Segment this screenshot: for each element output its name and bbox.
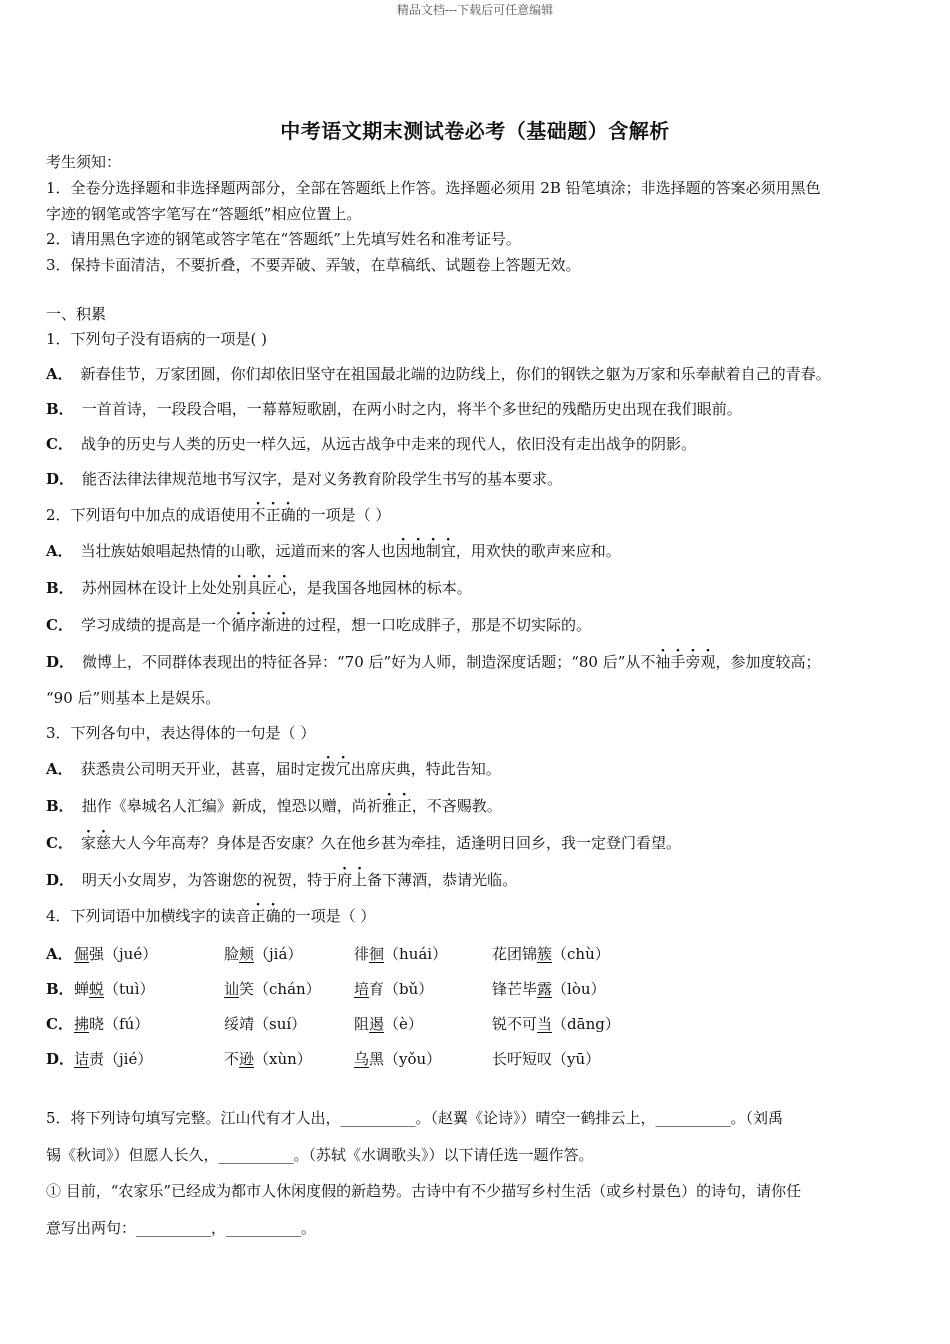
question-3-stem: 3．下列各句中，表达得体的一句是（ ） (46, 724, 316, 742)
emphasis-dot-character: 进 (276, 616, 292, 634)
word-item (74, 1013, 149, 1034)
emphasis-dot-character: 正 (396, 797, 412, 815)
word-text: 长吁短叹（yū） (492, 1050, 601, 1068)
question-2-option-a (46, 541, 910, 561)
option-label: A． (46, 945, 73, 963)
question-2-option-c (46, 615, 910, 635)
dotted-text (231, 616, 291, 634)
question-2-stem (46, 505, 910, 525)
word-item (74, 1048, 152, 1069)
option-label: B． (46, 400, 74, 418)
option-text: 的过程，想一口吃成胖子，那是不切实际的。 (291, 616, 592, 634)
question-1-option-b (46, 399, 910, 419)
option-text: 新春佳节，万家团圆，你们却依旧坚守在祖国最北端的边防线上，你们的钢铁之躯为万家和乐奉献着自己的青春。 (80, 365, 831, 383)
emphasis-dot-character: 慈 (95, 834, 111, 852)
word-item (492, 1013, 620, 1034)
question-4-stem (46, 906, 910, 926)
emphasis-dot-character: 因 (395, 542, 411, 560)
emphasis-dot-character: 观 (700, 653, 716, 671)
option-text: ，用欢快的歌声来应和。 (455, 542, 621, 560)
option-label: C． (46, 616, 73, 634)
underlined-character: 簇 (537, 945, 553, 963)
question-4-option-a (46, 943, 926, 963)
option-text: 能否法律法律规范地书写汉字，是对义务教育阶段学生书写的基本要求。 (82, 470, 563, 488)
emphasis-dot-character: 手 (670, 653, 686, 671)
word-text: 绥靖（suí） (224, 1015, 307, 1033)
word-item (224, 943, 302, 964)
option-text: 明天小女周岁，为答谢您的祝贺，特于 (82, 871, 338, 889)
word-text: （lòu） (552, 980, 606, 998)
emphasis-dot-character: 家 (80, 834, 96, 852)
underlined-character: 倔 (74, 945, 90, 963)
word-item (354, 1013, 423, 1034)
word-item (354, 1048, 441, 1069)
word-item (224, 1048, 312, 1069)
question-2-option-b (46, 578, 910, 598)
underlined-character: 讪 (224, 980, 240, 998)
question-2-option-d (46, 652, 910, 672)
word-text: （chù） (552, 945, 610, 963)
option-text: ，参加度较高； (715, 653, 821, 671)
option-text: 苏州园林在设计上处处 (81, 579, 232, 597)
question-4-option-c (46, 1013, 926, 1033)
question-3-option-a (46, 759, 910, 779)
word-text: （jiá） (254, 945, 303, 963)
word-text: 黑（yǒu） (369, 1050, 442, 1068)
underlined-character: 乌 (354, 1050, 370, 1068)
dotted-text (396, 542, 456, 560)
word-text: （huái） (384, 945, 448, 963)
underlined-character: 露 (537, 980, 553, 998)
word-text: 锋芒毕 (492, 980, 538, 998)
option-text: 出席庆典，特此告知。 (350, 760, 501, 778)
option-label: D． (46, 1050, 75, 1068)
option-text: 当壮族姑娘唱起热情的山歌，远道而来的客人也 (80, 542, 396, 560)
word-text: 徘 (354, 945, 370, 963)
underlined-character: 诘 (74, 1050, 90, 1068)
option-label: B． (46, 980, 74, 998)
underlined-character: 徊 (369, 945, 385, 963)
question-4-option-b (46, 978, 926, 998)
option-label: D． (46, 470, 75, 488)
option-label: B． (46, 797, 74, 815)
notice-item-1a: 1．全卷分选择题和非选择题两部分，全部在答题纸上作答。选择题必须用 2B 铅笔填涂；非选择题的答案必须用黑色 (46, 179, 821, 197)
underlined-character: 培 (354, 980, 370, 998)
word-text: 责（jié） (89, 1050, 153, 1068)
question-5-line-2: 锡《秋词》）但愿人长久，__________。（苏轼《水调歌头》）以下请任选一题作答。 (46, 1146, 594, 1164)
notice-item-3: 3．保持卡面清洁，不要折叠，不要弄破、弄皱，在草稿纸、试题卷上答题无效。 (46, 256, 581, 274)
underlined-character: 逊 (239, 1050, 255, 1068)
emphasis-dot-character: 确 (280, 506, 296, 524)
question-5-line-3: ① 目前，“农家乐”已经成为都市人休闲度假的新趋势。古诗中有不少描写乡村生活（或乡村景色）的诗句，请你任 (46, 1182, 802, 1200)
emphasis-dot-character: 制 (425, 542, 441, 560)
dotted-text (382, 797, 412, 815)
option-text: 一首首诗，一段段合唱，一幕幕短歌剧，在两小时之内，将半个多世纪的残酷历史出现在我们眼前。 (81, 400, 742, 418)
emphasis-dot-character: 序 (245, 616, 261, 634)
emphasis-dot-character: 渐 (261, 616, 277, 634)
word-item (224, 1013, 306, 1034)
emphasis-dot-character: 正 (265, 506, 281, 524)
option-text: 备下薄酒，恭请光临。 (367, 871, 518, 889)
option-label: C． (46, 834, 73, 852)
dotted-text (655, 653, 715, 671)
notice-item-1b: 字迹的钢笔或答字笔写在“答题纸”相应位置上。 (46, 205, 362, 223)
stem-text: 的一项是（ ） (280, 907, 376, 925)
word-text: 蝉 (74, 980, 90, 998)
word-item (354, 943, 447, 964)
question-3-option-d (46, 870, 910, 890)
notice-item-2: 2．请用黑色字迹的钢笔或答字笔在“答题纸”上先填写姓名和准考证号。 (46, 230, 521, 248)
dotted-text (251, 907, 281, 925)
option-text: 获悉贵公司明天开业，甚喜，届时定 (80, 760, 321, 778)
page-title: 中考语文期末测试卷必考（基础题）含解析 (280, 119, 670, 143)
emphasis-dot-character: 拨 (320, 760, 336, 778)
word-text: 育（bǔ） (369, 980, 434, 998)
word-text: 晓（fú） (89, 1015, 150, 1033)
question-1-option-a (46, 364, 910, 384)
dotted-text (251, 506, 296, 524)
stem-text: 4．下列词语中加横线字的读音 (46, 907, 251, 925)
question-5-line-4: 意写出两句：__________，__________。 (46, 1219, 317, 1237)
emphasis-dot-character: 正 (250, 907, 266, 925)
underlined-character: 颊 (239, 945, 255, 963)
emphasis-dot-character: 地 (410, 542, 426, 560)
question-3-option-c (46, 833, 910, 853)
question-4-option-d (46, 1048, 926, 1068)
word-item (74, 978, 155, 999)
word-text: 脸 (224, 945, 240, 963)
option-text: 大人今年高寿？身体是否安康？久在他乡甚为牵挂，适逢明日回乡，我一定登门看望。 (110, 834, 681, 852)
dotted-text (232, 579, 292, 597)
emphasis-dot-character: 心 (276, 579, 292, 597)
emphasis-dot-character: 雅 (381, 797, 397, 815)
word-text: （xùn） (254, 1050, 312, 1068)
question-5-line-1: 5．将下列诗句填写完整。江山代有才人出，__________。（赵翼《论诗》）晴空一鹤排云上，__________。（刘禹 (46, 1109, 784, 1127)
option-text: 微博上，不同群体表现出的特征各异：“70 后”好为人师，制造深度话题；“80 后”从不 (82, 653, 656, 671)
option-text: ，是我国各地园林的标本。 (291, 579, 472, 597)
emphasis-dot-character: 确 (265, 907, 281, 925)
option-label: A． (46, 365, 73, 383)
option-label: B． (46, 579, 74, 597)
emphasis-dot-character: 旁 (685, 653, 701, 671)
question-1-option-d (46, 469, 910, 489)
emphasis-dot-character: 不 (250, 506, 266, 524)
word-text: 不 (224, 1050, 240, 1068)
word-item (492, 1048, 600, 1069)
emphasis-dot-character: 匠 (261, 579, 277, 597)
emphasis-dot-character: 府 (337, 871, 353, 889)
word-item (224, 978, 321, 999)
stem-text: 2．下列语句中加点的成语使用 (46, 506, 251, 524)
word-text: （dāng） (552, 1015, 620, 1033)
word-text: （tuì） (104, 980, 155, 998)
emphasis-dot-character: 具 (246, 579, 262, 597)
option-label: D． (46, 653, 75, 671)
underlined-character: 当 (537, 1015, 553, 1033)
emphasis-dot-character: 袖 (655, 653, 671, 671)
dotted-text (321, 760, 351, 778)
word-item (492, 943, 610, 964)
underlined-character: 遏 (369, 1015, 385, 1033)
underlined-character: 拂 (74, 1015, 90, 1033)
word-text: （è） (384, 1015, 423, 1033)
word-item (492, 978, 606, 999)
word-text: 笑（chán） (239, 980, 321, 998)
stem-text: 的一项是（ ） (295, 506, 391, 524)
dotted-text (337, 871, 367, 889)
option-text: 拙作《皋城名人汇编》新成，惶恐以赠，尚祈 (81, 797, 382, 815)
question-2-option-d-continued: “90 后”则基本上是娱乐。 (46, 689, 221, 707)
option-text: 学习成绩的提高是一个 (80, 616, 231, 634)
option-text: 战争的历史与人类的历史一样久远，从远古战争中走来的现代人，依旧没有走出战争的阴影。 (80, 435, 696, 453)
emphasis-dot-character: 冗 (335, 760, 351, 778)
section-heading: 一、积累 (46, 305, 107, 323)
word-item (74, 943, 157, 964)
word-text: 强（jué） (89, 945, 158, 963)
option-label: C． (46, 1015, 73, 1033)
word-text: 花团锦 (492, 945, 538, 963)
word-item (354, 978, 433, 999)
option-label: A． (46, 542, 73, 560)
option-label: D． (46, 871, 75, 889)
emphasis-dot-character: 上 (352, 871, 368, 889)
question-1-option-c (46, 434, 910, 454)
notice-heading: 考生须知： (46, 153, 122, 171)
option-label: C． (46, 435, 73, 453)
page-header: 精品文档---下载后可任意编辑 (396, 3, 554, 17)
emphasis-dot-character: 宜 (440, 542, 456, 560)
question-3-option-b (46, 796, 910, 816)
word-text: 锐不可 (492, 1015, 538, 1033)
word-text: 阻 (354, 1015, 370, 1033)
underlined-character: 蜕 (89, 980, 105, 998)
emphasis-dot-character: 循 (230, 616, 246, 634)
option-label: A． (46, 760, 73, 778)
dotted-text (81, 834, 111, 852)
option-text: ，不吝赐教。 (411, 797, 502, 815)
question-1-stem: 1．下列句子没有语病的一项是( ) (46, 330, 268, 348)
emphasis-dot-character: 别 (231, 579, 247, 597)
